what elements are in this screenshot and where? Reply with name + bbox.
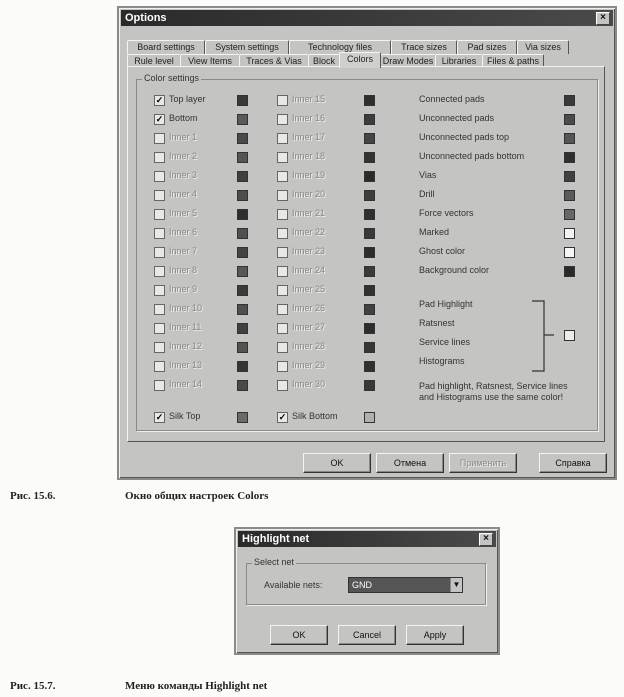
layer-checkbox[interactable]: [154, 152, 165, 163]
figure-number-2: Рис. 15.7.: [10, 680, 56, 692]
layer-label: Inner 20: [292, 189, 326, 199]
layer-checkbox[interactable]: [154, 209, 165, 220]
tab-draw-modes[interactable]: Draw Modes: [380, 54, 436, 68]
silk-bottom-swatch[interactable]: [364, 412, 375, 423]
layer-checkbox[interactable]: [277, 247, 288, 258]
bracket-color-swatch[interactable]: [564, 330, 575, 341]
layer-label: Inner 17: [292, 132, 326, 142]
color-item-unconnected-pads-top: Unconnected pads top: [419, 132, 510, 142]
layer-checkbox[interactable]: [277, 133, 288, 144]
color-item-force-vectors: Force vectors: [419, 208, 474, 218]
tab-view-items[interactable]: View Items: [180, 54, 240, 68]
layer-color-swatch[interactable]: [364, 95, 375, 106]
color-item-swatch[interactable]: [564, 114, 575, 125]
color-item-drill: Drill: [419, 189, 435, 199]
chevron-down-icon[interactable]: ▼: [450, 578, 462, 592]
colors-tab-panel: [127, 66, 605, 442]
silk-top-swatch[interactable]: [237, 412, 248, 423]
layer-color-swatch[interactable]: [364, 247, 375, 258]
bracket-item-pad-highlight: Pad Highlight: [419, 299, 473, 309]
layer-checkbox[interactable]: [154, 323, 165, 334]
color-item-marked: Marked: [419, 227, 450, 237]
layer-checkbox[interactable]: [277, 304, 288, 315]
layer-color-swatch[interactable]: [237, 323, 248, 334]
tab-files-paths[interactable]: Files & paths: [482, 54, 544, 68]
layer-label: Inner 16: [292, 113, 326, 123]
bracket-item-ratsnest: Ratsnest: [419, 318, 455, 328]
layer-label: Inner 28: [292, 341, 326, 351]
layer-checkbox[interactable]: [277, 95, 288, 106]
color-item-swatch[interactable]: [564, 247, 575, 258]
layer-color-swatch[interactable]: [237, 209, 248, 220]
layer-color-swatch[interactable]: [364, 133, 375, 144]
highlight-ok-button[interactable]: OK: [270, 625, 328, 645]
tab-block[interactable]: Block: [308, 54, 340, 68]
color-item-swatch[interactable]: [564, 190, 575, 201]
tab-trace-sizes[interactable]: Trace sizes: [391, 40, 457, 54]
highlight-titlebar: [238, 531, 496, 547]
silk-top-checkbox[interactable]: ✓: [155, 412, 164, 422]
layer-checkbox[interactable]: [154, 133, 165, 144]
layer-color-swatch[interactable]: [237, 228, 248, 239]
color-item-unconnected-pads-bottom: Unconnected pads bottom: [419, 151, 525, 161]
layer-color-swatch[interactable]: [364, 380, 375, 391]
layer-label: Inner 3: [169, 170, 198, 180]
layer-checkbox[interactable]: [154, 247, 165, 258]
layer-label: Inner 7: [169, 246, 198, 256]
tab-system-settings[interactable]: System settings: [205, 40, 289, 54]
layer-checkbox[interactable]: [277, 171, 288, 182]
layer-color-swatch[interactable]: [237, 114, 248, 125]
available-nets-label: Available nets:: [264, 580, 323, 590]
layer-color-swatch[interactable]: [364, 266, 375, 277]
available-nets-select[interactable]: [348, 577, 463, 593]
color-item-background-color: Background color: [419, 265, 490, 275]
bracket-item-service-lines: Service lines: [419, 337, 471, 347]
tab-colors[interactable]: Colors: [339, 52, 381, 68]
layer-color-swatch[interactable]: [237, 342, 248, 353]
color-item-unconnected-pads: Unconnected pads: [419, 113, 495, 123]
layer-color-swatch[interactable]: [237, 266, 248, 277]
layer-label: Inner 5: [169, 208, 198, 218]
highlight-apply-button[interactable]: Apply: [406, 625, 464, 645]
layer-color-swatch[interactable]: [237, 171, 248, 182]
layer-label: Inner 10: [169, 303, 203, 313]
layer-label: Inner 2: [169, 151, 198, 161]
color-item-swatch[interactable]: [564, 152, 575, 163]
layer-checkbox[interactable]: ✓: [155, 114, 164, 124]
layer-color-swatch[interactable]: [237, 133, 248, 144]
layer-color-swatch[interactable]: [364, 152, 375, 163]
layer-checkbox[interactable]: [277, 266, 288, 277]
color-item-vias: Vias: [419, 170, 437, 180]
layer-color-swatch[interactable]: [237, 285, 248, 296]
layer-label: Inner 1: [169, 132, 198, 142]
ok-button[interactable]: OK: [303, 453, 371, 473]
shared-color-note: Pad highlight, Ratsnest, Service lines and Histograms use the same color!: [419, 381, 568, 402]
layer-color-swatch[interactable]: [364, 209, 375, 220]
layer-label: Inner 25: [292, 284, 326, 294]
cancel-button[interactable]: Отмена: [376, 453, 444, 473]
layer-checkbox[interactable]: [154, 171, 165, 182]
layer-color-swatch[interactable]: [364, 285, 375, 296]
color-item-swatch[interactable]: [564, 228, 575, 239]
highlight-title: Highlight net: [242, 533, 310, 545]
layer-label: Inner 9: [169, 284, 198, 294]
tab-technology-files[interactable]: Technology files: [289, 40, 391, 54]
layer-checkbox[interactable]: [277, 152, 288, 163]
figure-caption-2: Меню команды Highlight net: [125, 680, 268, 692]
close-icon: ×: [600, 12, 606, 23]
layer-color-swatch[interactable]: [364, 361, 375, 372]
options-window: [117, 6, 617, 480]
color-item-swatch[interactable]: [564, 171, 575, 182]
layer-label: Inner 18: [292, 151, 326, 161]
color-settings-caption: Color settings: [144, 73, 200, 83]
layer-color-swatch[interactable]: [364, 342, 375, 353]
layer-label: Inner 14: [169, 379, 203, 389]
layer-label: Inner 11: [169, 322, 202, 332]
layer-checkbox[interactable]: [154, 285, 165, 296]
layer-label: Inner 12: [169, 341, 203, 351]
layer-label: Inner 27: [292, 322, 326, 332]
layer-checkbox[interactable]: [154, 361, 165, 372]
silk-top-label: Silk Top: [169, 411, 201, 421]
layer-label: Inner 26: [292, 303, 326, 313]
layer-color-swatch[interactable]: [237, 152, 248, 163]
layer-color-swatch[interactable]: [364, 190, 375, 201]
layer-checkbox[interactable]: [154, 342, 165, 353]
layer-checkbox[interactable]: [277, 228, 288, 239]
layer-checkbox[interactable]: [154, 380, 165, 391]
layer-color-swatch[interactable]: [237, 190, 248, 201]
close-icon: ×: [483, 533, 489, 544]
layer-color-swatch[interactable]: [237, 95, 248, 106]
layer-label: Inner 4: [169, 189, 198, 199]
layer-checkbox[interactable]: [277, 361, 288, 372]
layer-checkbox[interactable]: [277, 342, 288, 353]
layer-color-swatch[interactable]: [237, 304, 248, 315]
available-nets-value: GND: [352, 580, 372, 590]
color-item-swatch[interactable]: [564, 209, 575, 220]
bracket-item-histograms: Histograms: [419, 356, 465, 366]
layer-label: Bottom: [169, 113, 198, 123]
layer-label: Inner 19: [292, 170, 326, 180]
color-item-ghost-color: Ghost color: [419, 246, 466, 256]
layer-checkbox[interactable]: [277, 323, 288, 334]
layer-color-swatch[interactable]: [364, 114, 375, 125]
layer-checkbox[interactable]: [154, 266, 165, 277]
layer-color-swatch[interactable]: [364, 323, 375, 334]
layer-label: Inner 23: [292, 246, 326, 256]
layer-color-swatch[interactable]: [364, 304, 375, 315]
apply-button[interactable]: Применить: [449, 453, 517, 473]
layer-label: Inner 21: [292, 208, 326, 218]
silk-bottom-label: Silk Bottom: [292, 411, 338, 421]
layer-label: Inner 8: [169, 265, 198, 275]
layer-color-swatch[interactable]: [364, 228, 375, 239]
options-title: Options: [125, 12, 167, 24]
layer-label: Inner 15: [292, 94, 326, 104]
layer-checkbox[interactable]: [277, 380, 288, 391]
layer-color-swatch[interactable]: [237, 361, 248, 372]
color-item-swatch[interactable]: [564, 133, 575, 144]
layer-color-swatch[interactable]: [237, 380, 248, 391]
layer-checkbox[interactable]: [154, 190, 165, 201]
tab-board-settings[interactable]: Board settings: [127, 40, 205, 54]
layer-color-swatch[interactable]: [237, 247, 248, 258]
tab-pad-sizes[interactable]: Pad sizes: [457, 40, 517, 54]
options-titlebar: [121, 10, 613, 26]
highlight-close-button[interactable]: [479, 533, 493, 546]
layer-label: Inner 6: [169, 227, 198, 237]
layer-checkbox[interactable]: [154, 228, 165, 239]
highlight-cancel-button[interactable]: Cancel: [338, 625, 396, 645]
layer-label: Inner 22: [292, 227, 326, 237]
tab-traces-vias[interactable]: Traces & Vias: [239, 54, 309, 68]
bracket-brace: [530, 299, 562, 375]
layer-label: Inner 24: [292, 265, 326, 275]
layer-checkbox[interactable]: [277, 114, 288, 125]
color-item-connected-pads: Connected pads: [419, 94, 485, 104]
highlight-net-window: [234, 527, 500, 655]
layer-color-swatch[interactable]: [364, 171, 375, 182]
options-close-button[interactable]: [596, 12, 610, 25]
tab-via-sizes[interactable]: Via sizes: [517, 40, 569, 54]
figure-number-1: Рис. 15.6.: [10, 490, 56, 502]
layer-label: Inner 13: [169, 360, 203, 370]
figure-caption-1: Окно общих настроек Colors: [125, 490, 269, 502]
layer-checkbox[interactable]: [277, 190, 288, 201]
silk-bottom-checkbox[interactable]: ✓: [278, 412, 287, 422]
select-net-caption: Select net: [254, 557, 295, 567]
help-button[interactable]: Справка: [539, 453, 607, 473]
layer-label: Top layer: [169, 94, 206, 104]
layer-checkbox[interactable]: [277, 285, 288, 296]
layer-checkbox[interactable]: ✓: [155, 95, 164, 105]
layer-label: Inner 29: [292, 360, 326, 370]
color-item-swatch[interactable]: [564, 95, 575, 106]
layer-label: Inner 30: [292, 379, 326, 389]
color-item-swatch[interactable]: [564, 266, 575, 277]
tab-rule-level[interactable]: Rule level: [127, 54, 181, 68]
layer-checkbox[interactable]: [154, 304, 165, 315]
tab-libraries[interactable]: Libraries: [435, 54, 483, 68]
layer-checkbox[interactable]: [277, 209, 288, 220]
